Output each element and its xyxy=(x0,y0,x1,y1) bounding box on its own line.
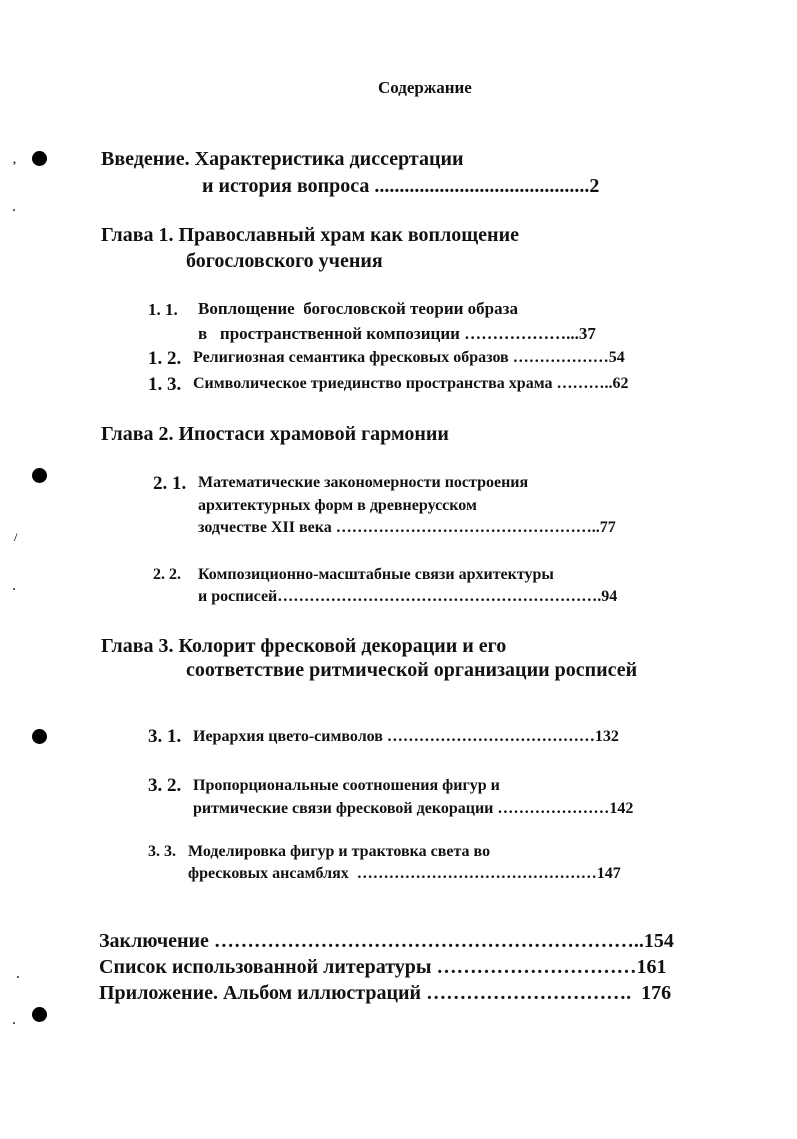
toc-chapter2-line1: Глава 2. Ипостаси храмовой гармонии xyxy=(101,423,449,445)
toc-section-3-2-line2: ритмические связи фресковой декорации …………………142 xyxy=(193,800,634,817)
toc-section-number: 1. 3. xyxy=(148,374,182,395)
toc-section-2-2-line1: Композиционно-масштабные связи архитектуры xyxy=(198,566,554,583)
toc-section-2-1-line1: Математические закономерности построения xyxy=(198,474,529,491)
scan-speck: · xyxy=(12,203,17,217)
toc-chapter1-line2: богословского учения xyxy=(186,250,383,272)
toc-section-1-1-line2: в пространственной композиции ………………...37 xyxy=(198,324,596,343)
toc-chapter3-line2: соответствие ритмической организации росписей xyxy=(186,659,638,681)
toc-section-3-1: Иерархия цвето-символов …………………………………132 xyxy=(193,728,619,745)
toc-chapter3-line1: Глава 3. Колорит фресковой декорации и его xyxy=(101,635,507,657)
toc-section-number: 3. 1. xyxy=(148,726,182,747)
toc-intro-line2: и история вопроса ...........................................2 xyxy=(202,175,600,197)
toc-section-2-1-line2: архитектурных форм в древнерусском xyxy=(198,497,477,514)
scan-speck: · xyxy=(16,970,21,984)
toc-section-number: 1. 2. xyxy=(148,348,182,369)
toc-section-2-2-line2: и росписей…………………………………………………….94 xyxy=(198,588,618,605)
toc-section-3-2-line1: Пропорциональные соотношения фигур и xyxy=(193,777,500,794)
punch-hole-mark xyxy=(32,1007,47,1022)
punch-hole-mark xyxy=(32,729,47,744)
toc-section-number: 2. 2. xyxy=(153,566,181,583)
toc-appendix: Приложение. Альбом иллюстраций …………………………. 176 xyxy=(99,982,672,1004)
scan-speck: · xyxy=(12,582,17,596)
toc-section-number: 1. 1. xyxy=(148,300,178,319)
toc-conclusion: Заключение ………………………………………………………..154 xyxy=(99,930,674,952)
page-title: Содержание xyxy=(378,78,472,97)
toc-section-3-3-line1: Моделировка фигур и трактовка света во xyxy=(188,843,491,860)
toc-section-number: 3. 3. xyxy=(148,843,176,860)
scan-speck: / xyxy=(14,530,18,544)
toc-section-1-2: Религиозная семантика фресковых образов ………………54 xyxy=(193,349,625,366)
punch-hole-mark xyxy=(32,468,47,483)
scan-speck: , xyxy=(13,152,16,166)
toc-section-1-3: Символическое триединство пространства храма ………..62 xyxy=(193,375,629,392)
toc-section-number: 3. 2. xyxy=(148,775,182,796)
toc-section-2-1-line3: зодчестве XII века …………………………………………..77 xyxy=(198,519,616,536)
toc-bibliography: Список использованной литературы …………………………161 xyxy=(99,956,667,978)
toc-section-1-1-line1: Воплощение богословской теории образа xyxy=(198,299,518,318)
toc-chapter1-line1: Глава 1. Православный храм как воплощение xyxy=(101,224,519,246)
scan-speck: · xyxy=(12,1016,17,1030)
toc-section-3-3-line2: фресковых ансамблях ………………………………………147 xyxy=(188,865,621,882)
toc-intro-line1: Введение. Характеристика диссертации xyxy=(101,148,464,170)
punch-hole-mark xyxy=(32,151,47,166)
toc-section-number: 2. 1. xyxy=(153,473,187,494)
